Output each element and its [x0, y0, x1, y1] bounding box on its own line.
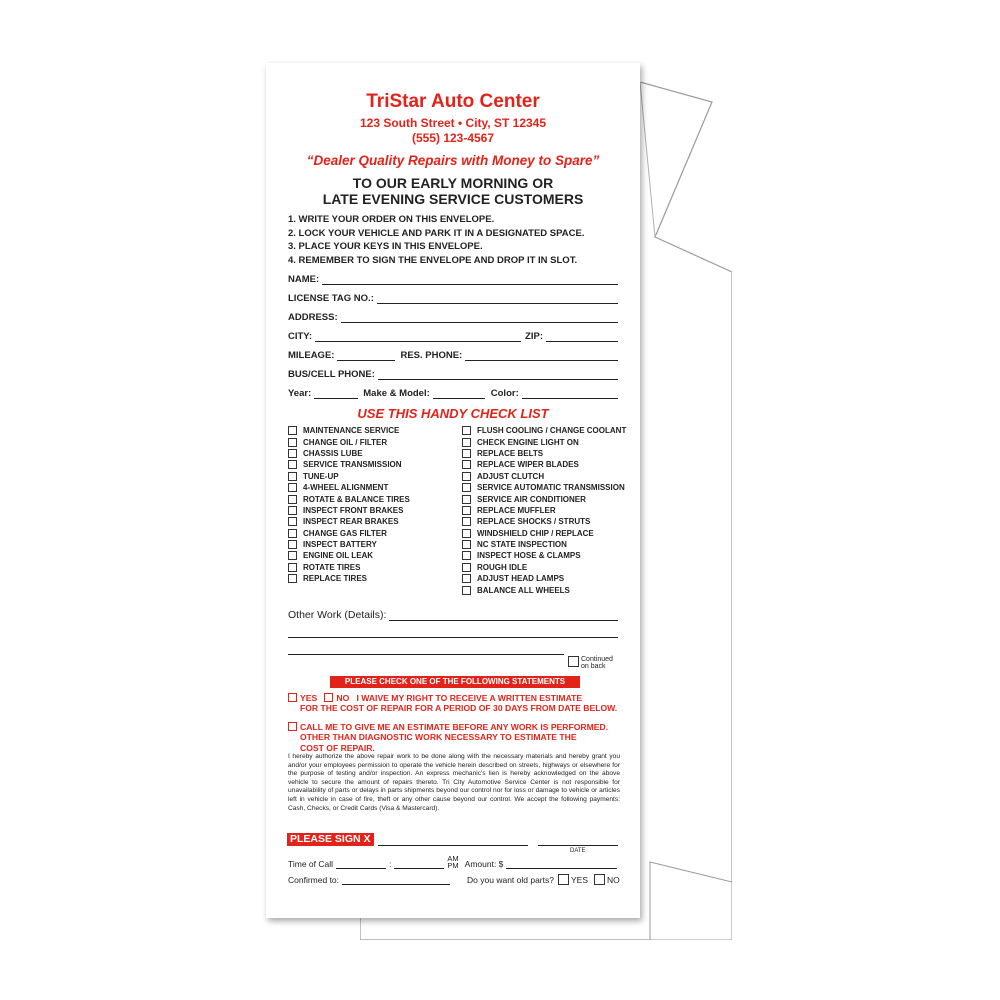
checkbox[interactable]: [462, 586, 471, 595]
checkbox[interactable]: [462, 574, 471, 583]
checklist-item-label: INSPECT FRONT BRAKES: [303, 505, 404, 515]
checklist-item-label: MAINTENANCE SERVICE: [303, 426, 400, 436]
checklist-item-label: FLUSH COOLING / CHANGE COOLANT: [477, 426, 627, 436]
amount-field[interactable]: [506, 859, 617, 869]
checklist-item-label: REPLACE WIPER BLADES: [477, 460, 579, 470]
checkbox[interactable]: [288, 574, 297, 583]
checklist-item-label: INSPECT REAR BRAKES: [303, 517, 399, 527]
yes-checkbox[interactable]: [288, 693, 297, 702]
checkbox[interactable]: [288, 563, 297, 572]
call-me-line-2: OTHER THAN DIAGNOSTIC WORK NECESSARY TO ESTIMATE THE: [300, 732, 577, 743]
call-me-checkbox[interactable]: [288, 722, 297, 731]
checklist-item[interactable]: [288, 448, 410, 459]
old-parts-yes-checkbox[interactable]: [558, 874, 569, 885]
checklist-item[interactable]: [462, 539, 626, 550]
checklist-item[interactable]: [462, 436, 626, 447]
address-field[interactable]: [341, 312, 618, 323]
make-model-label: Make & Model:: [363, 388, 430, 399]
bus-phone-row: [288, 366, 618, 380]
mileage-field[interactable]: [337, 350, 395, 361]
mileage-label: MILEAGE:: [288, 350, 335, 361]
color-label: Color:: [490, 388, 519, 399]
time-amount-row: [288, 855, 620, 869]
checklist-item[interactable]: [462, 550, 626, 561]
checklist-item-label: ADJUST HEAD LAMPS: [477, 574, 565, 584]
name-field[interactable]: [322, 274, 618, 285]
checkbox[interactable]: [288, 426, 297, 435]
checkbox[interactable]: [462, 563, 471, 572]
other-work-row: [288, 609, 618, 621]
service-envelope-form: [266, 63, 640, 918]
instruction-item: 4. REMEMBER TO SIGN THE ENVELOPE AND DROP IT IN SLOT.: [288, 254, 578, 266]
no-label: NO: [336, 693, 350, 703]
signature-field[interactable]: [378, 845, 528, 846]
city-zip-row: [288, 328, 618, 342]
time-of-call-label: Time of Call: [288, 859, 334, 869]
checklist-item[interactable]: [288, 516, 410, 527]
checklist-item-label: SERVICE AIR CONDITIONER: [477, 494, 586, 504]
am-pm-label: [447, 855, 458, 869]
checklist-item[interactable]: [288, 471, 410, 482]
confirmed-parts-row: [288, 874, 620, 885]
waiver-statement: [288, 693, 617, 713]
year-field[interactable]: [314, 388, 358, 399]
checklist-item-label: ROUGH IDLE: [477, 562, 528, 572]
checklist-item-label: SERVICE TRANSMISSION: [303, 460, 402, 470]
date-label: DATE: [570, 848, 586, 854]
continued-label: [581, 656, 613, 670]
checklist-item[interactable]: [462, 493, 626, 504]
headline-line-2: LATE EVENING SERVICE CUSTOMERS: [322, 191, 584, 207]
checklist-item-label: CHANGE GAS FILTER: [303, 528, 387, 538]
call-me-line-3: COST OF REPAIR.: [300, 742, 375, 753]
waiver-line-1: I WAIVE MY RIGHT TO RECEIVE A WRITTEN ESTIMATE: [356, 693, 583, 703]
res-phone-label: RES. PHONE:: [400, 350, 463, 361]
checkbox[interactable]: [462, 449, 471, 458]
checkbox[interactable]: [462, 438, 471, 447]
checklist-item-label: ENGINE OIL LEAK: [303, 551, 374, 561]
other-work-line-2[interactable]: [288, 637, 618, 638]
checkbox[interactable]: [288, 540, 297, 549]
other-work-field[interactable]: [389, 610, 618, 621]
checklist-item-label: ROTATE TIRES: [303, 562, 361, 572]
checklist-item-label: ROTATE & BALANCE TIRES: [303, 494, 410, 504]
checklist-item-label: SERVICE AUTOMATIC TRANSMISSION: [477, 483, 625, 493]
call-me-line-1: CALL ME TO GIVE ME AN ESTIMATE BEFORE ANY WORK IS PERFORMED.: [300, 722, 609, 732]
instruction-item: 3. PLACE YOUR KEYS IN THIS ENVELOPE.: [288, 241, 483, 253]
zip-label: ZIP:: [525, 331, 543, 342]
checklist-item-label: CHECK ENGINE LIGHT ON: [477, 437, 579, 447]
checklist-item-label: ADJUST CLUTCH: [477, 471, 545, 481]
please-sign-label: PLEASE SIGN X: [287, 833, 374, 846]
pm-label: PM: [447, 861, 459, 870]
checkbox[interactable]: [288, 460, 297, 469]
license-label: LICENSE TAG NO.:: [288, 293, 374, 304]
city-label: CITY:: [288, 331, 313, 342]
checklist-item-label: TUNE-UP: [303, 471, 339, 481]
checklist-item[interactable]: [288, 493, 410, 504]
business-address: 123 South Street • City, ST 12345: [359, 116, 547, 130]
business-name: TriStar Auto Center: [366, 91, 540, 112]
checklist-item[interactable]: [288, 528, 410, 539]
checklist-item[interactable]: [288, 562, 410, 573]
checklist-item-label: BALANCE ALL WHEELS: [477, 585, 570, 595]
zip-field[interactable]: [546, 331, 618, 342]
no-checkbox[interactable]: [324, 693, 333, 702]
confirmed-to-label: Confirmed to:: [288, 875, 340, 885]
checklist-item[interactable]: [462, 516, 626, 527]
name-row: [288, 271, 618, 285]
checklist-item-label: CHANGE OIL / FILTER: [303, 437, 388, 447]
time-hour-field[interactable]: [336, 859, 386, 869]
old-parts-yes-label: YES: [570, 875, 588, 885]
checkbox[interactable]: [462, 495, 471, 504]
yes-label: YES: [300, 693, 318, 703]
other-work-label: Other Work (Details):: [288, 609, 387, 621]
checklist-right-column: [462, 425, 626, 596]
checklist-item[interactable]: [288, 425, 410, 436]
checklist-title: USE THIS HANDY CHECK LIST: [357, 406, 549, 421]
make-model-field[interactable]: [433, 388, 485, 399]
checkbox[interactable]: [462, 460, 471, 469]
address-row: [288, 309, 618, 323]
checklist-item-label: REPLACE SHOCKS / STRUTS: [477, 517, 591, 527]
continued-label-line-1: Continued: [581, 656, 613, 663]
time-colon: :: [389, 859, 392, 869]
checkbox[interactable]: [462, 483, 471, 492]
checklist-item-label: 4-WHEEL ALIGNMENT: [303, 483, 389, 493]
checkbox[interactable]: [288, 551, 297, 560]
call-me-statement: [288, 722, 608, 753]
checklist-item[interactable]: [288, 505, 410, 516]
checklist-item[interactable]: [288, 459, 410, 470]
bus-phone-label: BUS/CELL PHONE:: [288, 369, 375, 380]
checkbox[interactable]: [462, 472, 471, 481]
checkbox[interactable]: [288, 472, 297, 481]
checklist-item[interactable]: [462, 562, 626, 573]
city-field[interactable]: [315, 331, 521, 342]
checklist-item[interactable]: [462, 482, 626, 493]
checkbox[interactable]: [288, 449, 297, 458]
checkbox[interactable]: [288, 438, 297, 447]
other-work-line-3[interactable]: [288, 654, 564, 655]
checkbox[interactable]: [288, 529, 297, 538]
checklist-item[interactable]: [462, 459, 626, 470]
checkbox[interactable]: [462, 426, 471, 435]
old-parts-no-checkbox[interactable]: [594, 874, 605, 885]
checkbox[interactable]: [462, 540, 471, 549]
color-field[interactable]: [522, 388, 618, 399]
checkbox[interactable]: [462, 551, 471, 560]
checklist-item[interactable]: [288, 482, 410, 493]
checklist-item[interactable]: [288, 573, 410, 584]
checklist-item[interactable]: [462, 448, 626, 459]
checklist-item[interactable]: [462, 505, 626, 516]
continued-label-line-2: on back: [581, 663, 606, 670]
checklist-item-label: CHASSIS LUBE: [303, 448, 363, 458]
checklist-item-label: REPLACE BELTS: [477, 448, 544, 458]
checklist-item-label: INSPECT BATTERY: [303, 540, 377, 550]
checkbox[interactable]: [288, 483, 297, 492]
checklist-item[interactable]: [288, 539, 410, 550]
time-minute-field[interactable]: [394, 859, 444, 869]
address-label: ADDRESS:: [288, 312, 338, 323]
res-phone-field[interactable]: [465, 350, 618, 361]
checkbox[interactable]: [462, 529, 471, 538]
checklist-item[interactable]: [462, 425, 626, 436]
license-field[interactable]: [377, 293, 618, 304]
name-label: NAME:: [288, 274, 320, 285]
checklist-item-label: NC STATE INSPECTION: [477, 540, 567, 550]
checklist-item[interactable]: [462, 528, 626, 539]
checklist-item[interactable]: [462, 471, 626, 482]
checklist-item[interactable]: [462, 584, 626, 595]
authorization-text: I hereby authorize the above repair work to be done along with the necessary materials and hereby grant you and/or your employees permission to operate the vehicle herein described on streets, highways or elsewhere for the purpose of testing and/or inspection. An express mechanic's lien is hereby acknowledged on the above vehicle to secure the amount of repairs thereto. Tri City Automotive Service Center is not responsible for unavailability of parts or delays in parts shipments beyond our control nor for loss or damage to vehicle or articles left in vehicle in case of fire, theft or any other cause beyond our control. We accept the following payments: Cash, Checks, or Credit Cards (Visa & Mastercard).: [288, 753, 620, 812]
instruction-item: 1. WRITE YOUR ORDER ON THIS ENVELOPE.: [288, 214, 495, 225]
instructions-list: [288, 213, 584, 267]
checkbox[interactable]: [288, 495, 297, 504]
checklist-item-label: INSPECT HOSE & CLAMPS: [477, 551, 581, 561]
vehicle-row: [288, 385, 618, 399]
continued-checkbox[interactable]: [568, 656, 579, 667]
statements-banner: PLEASE CHECK ONE OF THE FOLLOWING STATEMENTS: [330, 676, 580, 688]
checkbox[interactable]: [462, 506, 471, 515]
confirmed-to-field[interactable]: [342, 875, 450, 885]
checklist-item-label: WINDSHIELD CHIP / REPLACE: [477, 528, 594, 538]
checkbox[interactable]: [462, 517, 471, 526]
mileage-phone-row: [288, 347, 618, 361]
checklist-item-label: REPLACE TIRES: [303, 574, 368, 584]
headline: [266, 175, 640, 207]
old-parts-label: Do you want old parts?: [467, 875, 554, 885]
checklist-item[interactable]: [288, 436, 410, 447]
amount-label: Amount: $: [464, 859, 504, 869]
checklist-left-column: [288, 425, 410, 584]
am-label: AM: [447, 854, 459, 863]
waiver-line-2: FOR THE COST OF REPAIR FOR A PERIOD OF 30 DAYS FROM DATE BELOW.: [300, 703, 618, 713]
checklist-item-label: REPLACE MUFFLER: [477, 505, 556, 515]
instruction-item: 2. LOCK YOUR VEHICLE AND PARK IT IN A DESIGNATED SPACE.: [288, 227, 585, 239]
checkbox[interactable]: [288, 517, 297, 526]
continued-on-back[interactable]: [568, 656, 613, 670]
old-parts-no-label: NO: [607, 875, 620, 885]
bus-phone-field[interactable]: [378, 369, 618, 380]
business-phone: (555) 123-4567: [411, 131, 495, 145]
headline-line-1: TO OUR EARLY MORNING OR: [352, 175, 554, 191]
date-field[interactable]: [538, 845, 618, 846]
business-slogan: “Dealer Quality Repairs with Money to Spare”: [306, 153, 600, 168]
checklist-item[interactable]: [462, 573, 626, 584]
year-label: Year:: [288, 388, 312, 399]
license-row: [288, 290, 618, 304]
checklist-item[interactable]: [288, 550, 410, 561]
checkbox[interactable]: [288, 506, 297, 515]
